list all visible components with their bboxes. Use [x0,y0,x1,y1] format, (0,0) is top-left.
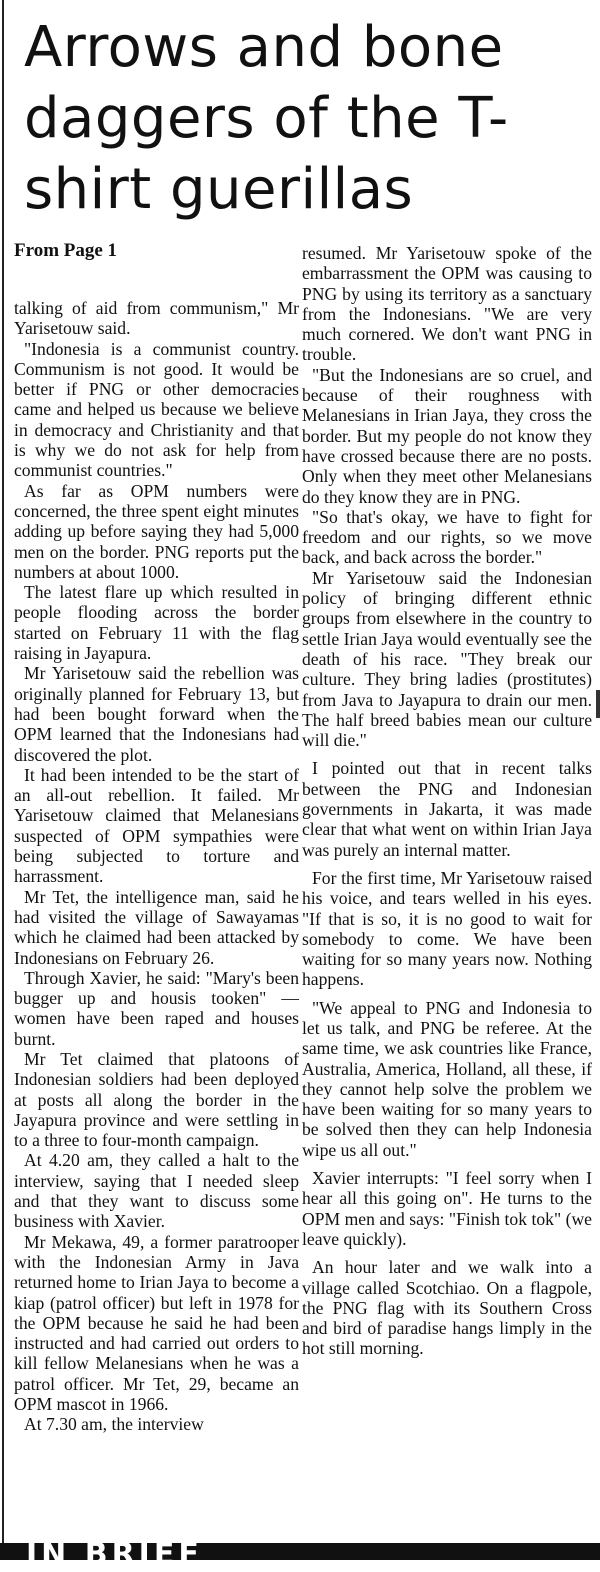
article-paragraph: At 7.30 am, the interview [24,1414,204,1435]
column-rule [2,0,4,1545]
article-paragraph: For the first time, Mr Yarisetouw raised his voice, and tears welled in his eyes. "If that is so, it is no good to wait for somebody to come. We have been waiting for so many years now. Nothing happens. [302,867,592,990]
article-paragraph: As far as OPM numbers were concerned, the three spent eight minutes adding up before saying they had 5,000 men on the border. PNG reports put the numbers at about 1000. [14,480,299,582]
article-paragraph: I pointed out that in recent talks between the PNG and Indonesian governments in Jakarta, it was made clear that what went on within Irian Jaya was purely an internal matter. [302,758,592,860]
clipping-edge-mark [596,690,600,718]
article-paragraph: Mr Yarisetouw said the rebellion was originally planned for February 13, but had been bought forward when the OPM learned that the Indonesians had discovered the plot. [14,663,299,765]
article-column-left [14,240,299,1435]
article-paragraph: Mr Tet, the intelligence man, said he had visited the village of Sawayamas which he claimed had been attacked by Indonesians on February 26. [14,886,299,968]
article-paragraph: At 4.20 am, they called a halt to the interview, saying that I needed sleep and that they want to discuss some business with Xavier. [14,1150,299,1232]
article-paragraph: "We appeal to PNG and Indonesia to let us talk, and PNG be referee. At the same time, we ask countries like France, Australia, America, Holland, all these, if they cannot help solve the problem we have been waiting for so many years to be solved then they can help Indonesia wipe us all out." [302,997,592,1160]
article-paragraph: An hour later and we walk into a village called Scotchiao. On a flagpole, the PNG flag with its Southern Cross and bird of paradise hangs limply in the hot still morning. [302,1257,592,1359]
left-column-body [14,298,299,1435]
article-paragraph: "Indonesia is a communist country. Communism is not good. It would be better if PNG or other democracies came and helped us because we believe in democracy and Christianity and that is why we do not ask for help from communist countries." [14,338,299,481]
article-paragraph: "But the Indonesians are so cruel, and because of their roughness with Melanesians in Irian Jaya, they cross the border. But my people do not know they have crossed because there are no posts. Only when they meet other Melanesians do they know they are in PNG. [302,364,592,507]
article-paragraph: talking of aid from communism," Mr Yarisetouw said. [14,298,299,339]
article-paragraph: Through Xavier, he said: "Mary's been bugger up and housis tooken" — women have been raped and houses burnt. [14,967,299,1049]
section-banner [0,1537,600,1572]
article-paragraph: Mr Mekawa, 49, a former paratrooper with the Indonesian Army in Java returned home to Irian Jaya to become a kiap (patrol officer) but left in 1978 for the OPM because he said he had been instructed and had carried out orders to kill fellow Melanesians when he was a patrol officer. Mr Tet, 29, became an OPM mascot in 1966. [14,1231,299,1415]
article-paragraph: "So that's okay, we have to fight for freedom and our rights, so we move back, and back across the border." [302,506,592,568]
headline: Arrows and bone daggers of the T-shirt guerillas [24,15,509,222]
article-paragraph: The latest flare up which resulted in people flooding across the border started on February 11 with the flag raising in Jayapura. [14,582,299,664]
article-paragraph: Xavier interrupts: "I feel sorry when I hear all this going on". He turns to the OPM men and says: "Finish tok tok" (we leave quickly). [302,1168,592,1249]
right-column-body [302,243,592,1359]
section-banner-label: IN BRIEF [26,1537,203,1572]
article-paragraph: Mr Tet claimed that platoons of Indonesian soldiers had been deployed at posts all along the border in the Jayapura province and were settling in to a three to four-month campaign. [14,1048,299,1151]
article-paragraph: It had been intended to be the start of an all-out rebellion. It failed. Mr Yarisetouw claimed that Melanesians suspected of OPM sympathies were being subjected to torture and harrassment. [14,764,299,887]
continued-from-label: From Page 1 [14,240,118,261]
article-column-right [302,243,592,1359]
article-paragraph: Mr Yarisetouw said the Indonesian policy of bringing different ethnic groups from elsewhere in the country to settle Irian Jaya would eventually see the death of his race. "They break our culture. They bring ladies (prostitutes) from Java to Jayapura to drain our men. The half breed babies mean our culture will die." [302,567,592,751]
article-paragraph: resumed. Mr Yarisetouw spoke of the embarrassment the OPM was causing to PNG by using its territory as a sanctuary from the Indonesians. "We are very much cornered. We don't want PNG in trouble. [302,243,592,365]
